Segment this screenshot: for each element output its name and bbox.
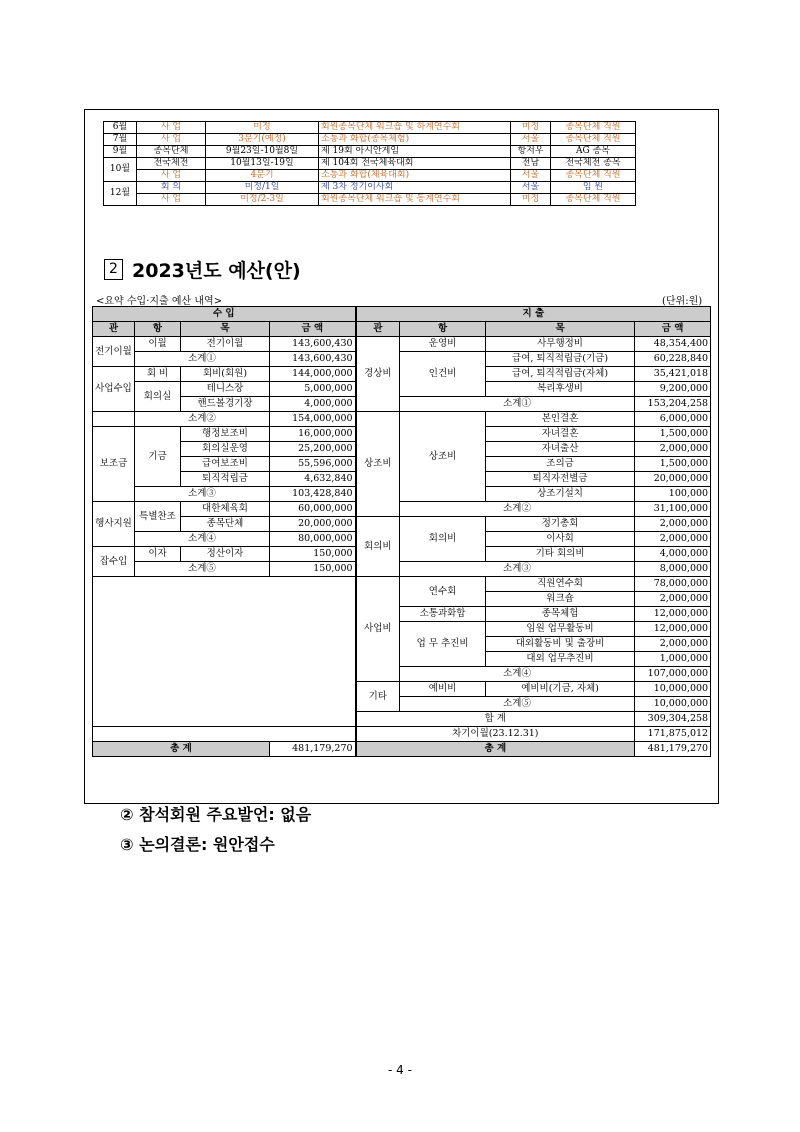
expense-subtotal: 소계④ [400,667,635,682]
col-mok: 목 [486,322,635,337]
schedule-event: 회원종목단체 워크숍 및 하계연수회 [319,122,511,134]
section-number: 2 [104,259,123,280]
schedule-month: 10월 [104,158,137,182]
schedule-date: 미정/1일 [206,182,319,194]
expense-amount: 2,000,000 [635,517,711,532]
expense-amount: 1,000,000 [635,652,711,667]
note-conclusion: ③ 논의결론: 원안접수 [120,835,275,854]
schedule-target: 종목단체 직원 [551,170,636,182]
col-hang: 항 [400,322,486,337]
table-row [93,517,711,532]
schedule-event: 소통과 화합(체육대회) [319,170,511,182]
schedule-target: 종목단체 직원 [551,194,636,206]
schedule-row [104,134,636,146]
schedule-place: 항저우 [511,146,551,158]
schedule-row [104,182,636,194]
income-mok: 퇴직적립금 [181,472,270,487]
income-amount: 4,000,000 [270,397,356,412]
expense-hang: 연수회 [400,577,486,607]
income-amount: 150,000 [270,562,356,577]
schedule-row [104,158,636,170]
schedule-event: 제 19회 아시안게임 [319,146,511,158]
schedule-target: 전국체전 종목 [551,158,636,170]
expense-gwan: 상조비 [356,412,400,517]
schedule-event: 소통과 화합(종목체험) [319,134,511,146]
income-hang: 회의실 [135,382,181,412]
expense-amount: 20,000,000 [635,472,711,487]
section-title [104,256,301,283]
expense-mok: 대외 업무추진비 [486,652,635,667]
income-blank-area [93,727,356,742]
table-row [93,502,711,517]
income-mok: 회의실운영 [181,442,270,457]
expense-amount: 6,000,000 [635,412,711,427]
schedule-row [104,170,636,182]
schedule-target: 종목단체 직원 [551,122,636,134]
income-amount: 103,428,840 [270,487,356,502]
expense-mok: 급여, 퇴직적립금(기금) [486,352,635,367]
schedule-target: AG 종목 [551,146,636,158]
income-subtotal: 소계③ [135,487,270,502]
page-number: - 4 - [388,1063,412,1077]
budget-table [92,306,711,757]
expense-amount: 2,000,000 [635,532,711,547]
schedule-place: 서울 [511,134,551,146]
expense-amount: 1,500,000 [635,457,711,472]
expense-hang: 상조비 [400,412,486,502]
expense-mok: 자녀출산 [486,442,635,457]
expense-amount: 2,000,000 [635,442,711,457]
income-amount: 5,000,000 [270,382,356,397]
expense-subtotal: 소계② [400,502,635,517]
expense-amount: 8,000,000 [635,562,711,577]
income-hang: 특별찬조 [135,502,181,532]
expense-amount: 9,200,000 [635,382,711,397]
expense-amount: 60,228,840 [635,352,711,367]
schedule-place: 서울 [511,182,551,194]
income-hang: 기금 [135,427,181,487]
schedule-category: 전국체전 [137,158,206,170]
expense-mok: 급여, 퇴직적립금(자체) [486,367,635,382]
schedule-place: 미정 [511,194,551,206]
income-mok: 정산이자 [181,547,270,562]
table-row [93,352,711,367]
table-row [93,322,711,337]
expense-total-label: 총 계 [356,742,635,757]
income-gwan: 행사지원 [93,502,135,547]
schedule-place: 미정 [511,122,551,134]
expense-gwan: 사업비 [356,577,400,682]
expense-mok: 복리후생비 [486,382,635,397]
expense-mok: 종목체험 [486,607,635,622]
income-blank-area [93,577,356,727]
income-amount: 150,000 [270,547,356,562]
income-amount: 16,000,000 [270,427,356,442]
expense-gwan: 회의비 [356,517,400,577]
col-gwan: 관 [93,322,135,337]
expense-gwan: 기타 [356,682,400,712]
income-mok: 테니스장 [181,382,270,397]
income-mok: 회비(회원) [181,367,270,382]
note-remarks: ② 참석회원 주요발언: 없음 [120,805,312,824]
income-hang: 이자 [135,547,181,562]
income-gwan: 사업수입 [93,367,135,412]
section-title-text: 2023년도 예산(안) [132,260,301,282]
schedule-date: 미정 [206,122,319,134]
expense-amount: 78,000,000 [635,577,711,592]
expense-amount: 12,000,000 [635,607,711,622]
expense-amount: 31,100,000 [635,502,711,517]
income-amount: 25,200,000 [270,442,356,457]
expense-gwan: 경상비 [356,337,400,412]
expense-mok: 직원연수회 [486,577,635,592]
col-amount: 금 액 [635,322,711,337]
expense-mok: 이사회 [486,532,635,547]
schedule-row [104,194,636,206]
income-mok: 행정보조비 [181,427,270,442]
table-row [93,397,711,412]
col-mok: 목 [181,322,270,337]
schedule-event: 제 104회 전국체육대회 [319,158,511,170]
schedule-category: 사 업 [137,170,206,182]
expense-amount: 100,000 [635,487,711,502]
expense-header: 지 출 [356,307,711,322]
income-gwan: 잡수입 [93,547,135,577]
expense-subtotal: 소계③ [400,562,635,577]
income-mok: 핸드볼경기장 [181,397,270,412]
col-gwan: 관 [356,322,400,337]
schedule-category: 사 업 [137,122,206,134]
income-mok: 급여보조비 [181,457,270,472]
schedule-category: 회 의 [137,182,206,194]
table-row [93,412,711,427]
schedule-month: 12월 [104,182,137,206]
expense-mok: 정기총회 [486,517,635,532]
income-amount: 144,000,000 [270,367,356,382]
income-total-amount: 481,179,270 [270,742,356,757]
expense-mok: 자녀결혼 [486,427,635,442]
schedule-category: 종목단체 [137,146,206,158]
schedule-event: 제 3차 정기이사회 [319,182,511,194]
table-row [93,562,711,577]
col-amount: 금 액 [270,322,356,337]
expense-amount: 10,000,000 [635,697,711,712]
table-row [93,337,711,352]
schedule-event: 회원종목단체 워크숍 및 동계연수회 [319,194,511,206]
schedule-date: 9월23일-10월8일 [206,146,319,158]
expense-amount: 10,000,000 [635,682,711,697]
income-subtotal: 소계② [135,412,270,427]
schedule-month: 6월 [104,122,137,134]
expense-amount: 107,000,000 [635,667,711,682]
schedule-month: 9월 [104,146,137,158]
expense-amount: 1,500,000 [635,427,711,442]
expense-subtotal: 소계⑤ [400,697,635,712]
expense-hang: 인건비 [400,352,486,397]
expense-amount: 35,421,018 [635,367,711,382]
schedule-row [104,146,636,158]
income-mok: 전기이월 [181,337,270,352]
table-row [93,727,711,742]
expense-amount: 4,000,000 [635,547,711,562]
schedule-target: 임 원 [551,182,636,194]
expense-mok: 예비비(기금, 자체) [486,682,635,697]
expense-sum-label: 합 계 [356,712,635,727]
income-amount: 143,600,430 [270,352,356,367]
expense-mok: 워크숍 [486,592,635,607]
expense-mok: 사무행정비 [486,337,635,352]
schedule-date: 3분기(예정) [206,134,319,146]
income-hang: 이월 [135,337,181,352]
schedule-date: 미정/2-3일 [206,194,319,206]
income-total-label: 총 계 [93,742,270,757]
schedule-target: 종목단체 직원 [551,134,636,146]
income-amount: 55,596,000 [270,457,356,472]
expense-amount: 2,000,000 [635,592,711,607]
expense-hang: 회의비 [400,517,486,562]
schedule-place: 전남 [511,158,551,170]
expense-hang: 업 무 추진비 [400,622,486,667]
income-gwan: 보조금 [93,427,135,502]
carryover-label: 차기이월(23.12.31) [356,727,635,742]
income-amount: 80,000,000 [270,532,356,547]
income-amount: 143,600,430 [270,337,356,352]
schedule-row [104,122,636,134]
expense-amount: 12,000,000 [635,622,711,637]
income-amount: 4,632,840 [270,472,356,487]
income-header: 수 입 [93,307,356,322]
col-hang: 항 [135,322,181,337]
expense-hang: 예비비 [400,682,486,697]
schedule-date: 4분기 [206,170,319,182]
expense-hang: 운영비 [400,337,486,352]
expense-mok: 임원 업무활동비 [486,622,635,637]
table-row [93,307,711,322]
schedule-table [103,121,636,206]
schedule-date: 10월13일-19일 [206,158,319,170]
expense-amount: 153,204,258 [635,397,711,412]
expense-sum-amount: 309,304,258 [635,712,711,727]
income-amount: 154,000,000 [270,412,356,427]
income-gwan: 전기이월 [93,337,135,367]
expense-amount: 2,000,000 [635,637,711,652]
income-mok: 대한체육회 [181,502,270,517]
expense-hang: 소통과화합 [400,607,486,622]
expense-mok: 대외활동비 및 출장비 [486,637,635,652]
expense-amount: 48,354,400 [635,337,711,352]
income-amount: 20,000,000 [270,517,356,532]
schedule-category: 사 업 [137,134,206,146]
expense-mok: 조의금 [486,457,635,472]
income-subtotal: 소계⑤ [135,562,270,577]
income-subtotal: 소계① [135,352,270,367]
income-mok: 종목단체 [181,517,270,532]
expense-mok: 상조기설치 [486,487,635,502]
budget-subtitle: <요약 수입·지출 예산 내역> [96,296,223,307]
expense-mok: 본인결혼 [486,412,635,427]
income-subtotal: 소계④ [135,532,270,547]
table-row [93,577,711,592]
expense-total-amount: 481,179,270 [635,742,711,757]
income-hang: 회 비 [135,367,181,382]
schedule-category: 사 업 [137,194,206,206]
table-row [93,742,711,757]
expense-subtotal: 소계① [400,397,635,412]
budget-unit: (단위:원) [662,296,703,307]
income-amount: 60,000,000 [270,502,356,517]
expense-mok: 기타 회의비 [486,547,635,562]
expense-mok: 퇴직자전별금 [486,472,635,487]
carryover-amount: 171,875,012 [635,727,711,742]
schedule-month: 7월 [104,134,137,146]
schedule-place: 서울 [511,170,551,182]
